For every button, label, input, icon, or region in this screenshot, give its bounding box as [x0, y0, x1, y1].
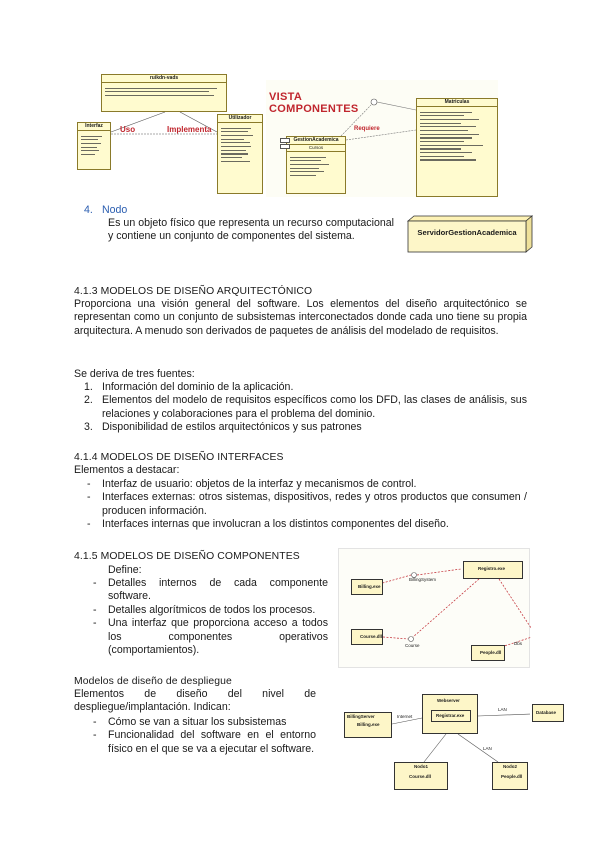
list-item: - Funcionalidad del software en el entorno físico en el que se va a ejecutar el software.	[108, 729, 316, 756]
list-item: - Interfaces internas que involucran a los distintos componentes del diseño.	[102, 518, 527, 531]
list-item: - Cómo se van a situar los subsistemas	[108, 716, 316, 729]
item4-number: 4.	[84, 204, 93, 216]
course-component	[351, 629, 383, 645]
components-diagram	[338, 548, 530, 668]
list-item: - Detalles internos de cada componente software.	[108, 577, 328, 604]
deployment-intro: Elementos de diseño del nivel de despliegue/implantación. Indican:	[74, 688, 316, 714]
implementa-label: Implementa	[167, 125, 212, 134]
webserver-node	[422, 694, 478, 734]
course-interface-label: Course	[405, 643, 420, 648]
class-box-right-title: Matriculas	[417, 99, 497, 107]
components-view-connectors	[266, 80, 498, 197]
list-item-number: 2.	[84, 394, 93, 407]
uso-label: Uso	[120, 125, 136, 134]
list-item-text: Información del dominio de la aplicación.	[102, 381, 294, 393]
class-diagram-left-connectors	[75, 72, 265, 197]
section415-heading: 4.1.5 MODELOS DE DISEÑO COMPONENTES	[74, 551, 300, 562]
people-component	[471, 645, 505, 661]
link-internet: Internet	[397, 714, 413, 719]
uml-class-top-title: ruikdn-vads	[102, 75, 226, 83]
registrar-component-label: Registrar.exe	[436, 713, 465, 718]
list-item-number: 1.	[84, 381, 93, 393]
nodo2	[492, 762, 528, 790]
section413-paragraph: Proporciona una visión general del software. Los elementos del diseño arquitectónico se representan como un conjunto de subsistemas interconectados donde cada uno tiene su propia arquitectura. A menudo son derivados de paquetes de análisis del modelado de requisitos.	[74, 298, 527, 337]
class-diagram-left	[75, 72, 265, 197]
section415-define: Define:	[108, 564, 142, 576]
registrar-component	[431, 710, 471, 722]
list-item-text: Elementos del modelo de requisitos específicos como los DFD, las clases de análisis, sus relaciones y colaboraciones para el problema del dominio.	[102, 394, 527, 420]
nodo2-label: Nodo2	[503, 764, 517, 769]
list-item	[74, 381, 527, 394]
deployment-list	[108, 716, 316, 756]
list-item-number: 3.	[84, 421, 93, 434]
deployment-heading: Modelos de diseño de despliegue	[74, 676, 232, 687]
nodo1-label: Nodo1	[414, 764, 428, 769]
deployment-diagram	[338, 688, 557, 792]
section415-list	[108, 577, 328, 657]
nodo2-component: People.dll	[501, 774, 523, 779]
database-node-label: Database	[536, 710, 557, 715]
list-item: - Interfaz de usuario: objetos de la interfaz y mecanismos de control.	[102, 478, 527, 491]
list-item: - Una interfaz que proporciona acceso a todos los componentes operativos (comportamientos).	[108, 617, 328, 657]
registro-component	[463, 561, 523, 579]
uml-class-right-title: Utilizador	[218, 115, 262, 123]
list-item	[74, 394, 527, 421]
section414-intro: Elementos a destacar:	[74, 464, 180, 476]
uml-class-left-title: Interfaz	[78, 123, 110, 131]
vista-title-line1: VISTA	[269, 91, 303, 103]
vista-title-line2: COMPONENTES	[269, 103, 359, 115]
billing-node-label: BillingServer	[347, 714, 375, 719]
course-component-label: Course.dll	[360, 634, 383, 639]
link-lan-1: LAN	[498, 707, 507, 712]
link-lan-2: LAN	[483, 746, 492, 751]
item4-title: Nodo	[102, 204, 128, 216]
list-item: - Detalles algorítmicos de todos los procesos.	[108, 604, 328, 617]
section413-intro: Se deriva de tres fuentes:	[74, 368, 195, 380]
billing-node	[344, 712, 392, 738]
section413-heading: 4.1.3 MODELOS DE DISEÑO ARQUITECTÓNICO	[74, 286, 313, 297]
node-diagram	[404, 215, 534, 253]
webserver-node-label: Webserver	[437, 698, 460, 703]
list-item-text: Disponibilidad de estilos arquitectónicos y sus patrones	[102, 421, 362, 434]
billing-component-label: Billing.exe	[358, 584, 381, 589]
registro-component-label: Registro.exe	[478, 566, 506, 571]
billing-component	[351, 579, 383, 595]
section414-list	[102, 478, 527, 532]
section413-list	[74, 381, 527, 435]
components-view-diagram	[266, 80, 498, 197]
billing-system-label: BillingSystem	[409, 577, 437, 582]
people-component-label: People.dll	[480, 650, 502, 655]
database-node	[532, 704, 564, 722]
nodo1-component: Course.dll	[409, 774, 432, 779]
requiere-label: Requiere	[354, 126, 380, 132]
list-item: - Interfaces externas: otros sistemas, dispositivos, redes y otros productos que consumen / producen información.	[102, 491, 527, 518]
nodo1	[394, 762, 448, 790]
node-label: ServidorGestionAcademica	[417, 228, 517, 237]
list-item	[74, 421, 527, 434]
section414-heading: 4.1.4 MODELOS DE DISEÑO INTERFACES	[74, 452, 284, 463]
component-box-title: GestionAcademica	[287, 137, 345, 145]
item4-text: Es un objeto físico que representa un recurso computacional y contiene un conjunto de componentes del sistema.	[108, 217, 394, 243]
component-box-sub: Cursos	[287, 145, 345, 152]
billing-node-component: Billing.exe	[357, 722, 380, 727]
dbs-interface-label: Dbs	[514, 641, 523, 646]
